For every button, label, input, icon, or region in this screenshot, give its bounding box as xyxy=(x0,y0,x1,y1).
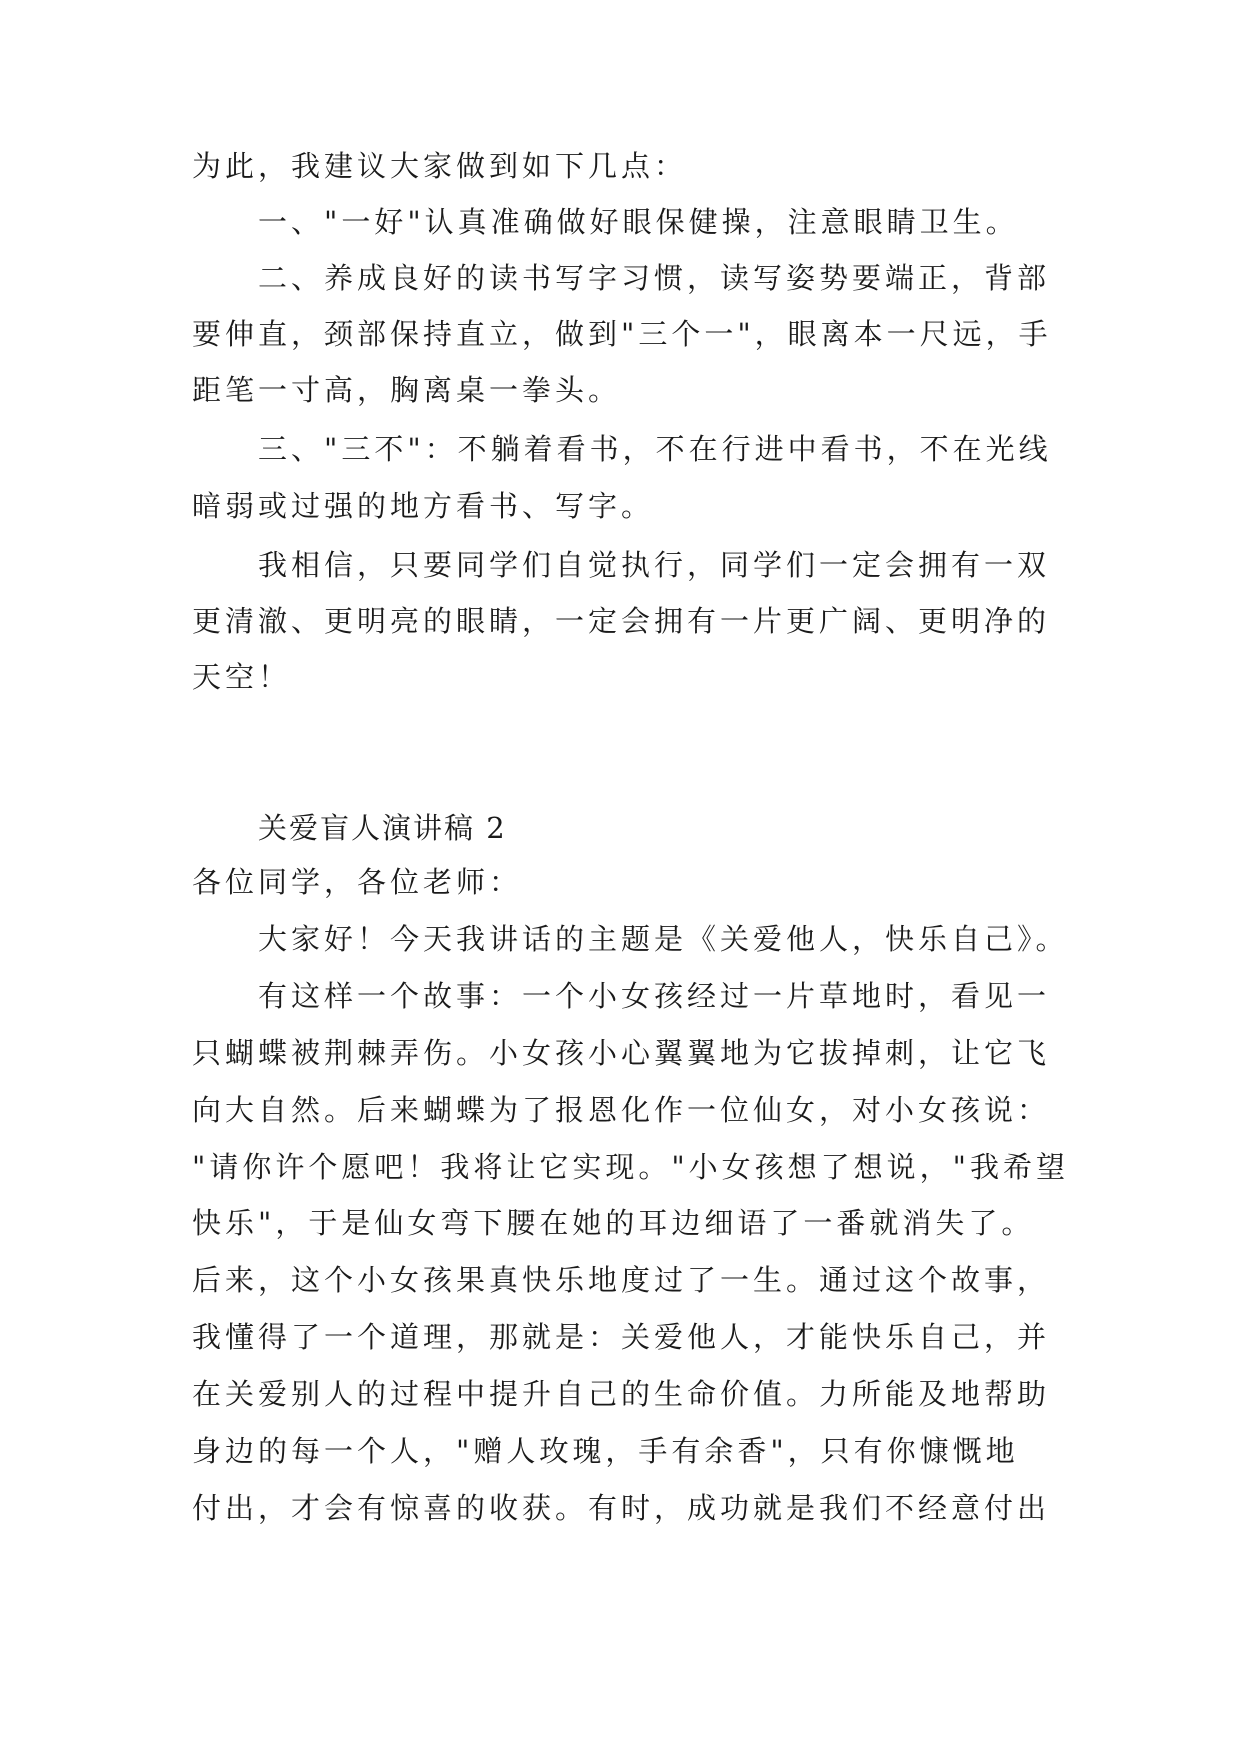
paragraph-line: 只蝴蝶被荆棘弄伤。小女孩小心翼翼地为它拔掉刺，让它飞 xyxy=(192,1036,1051,1070)
paragraph-line: 付出，才会有惊喜的收获。有时，成功就是我们不经意付出 xyxy=(192,1491,1051,1525)
paragraph-line: 后来，这个小女孩果真快乐地度过了一生。通过这个故事， xyxy=(192,1263,1051,1297)
paragraph-line: 快乐"，于是仙女弯下腰在她的耳边细语了一番就消失了。 xyxy=(192,1206,1035,1240)
paragraph-line: "请你许个愿吧！我将让它实现。"小女孩想了想说，"我希望 xyxy=(192,1150,1070,1184)
paragraph-line: 大家好！今天我讲话的主题是《关爱他人，快乐自己》。 xyxy=(258,922,1069,956)
paragraph-line: 天空！ xyxy=(192,660,292,694)
paragraph-line: 要伸直，颈部保持直立，做到"三个一"，眼离本一尺远，手 xyxy=(192,317,1052,351)
paragraph-line: 更清澈、更明亮的眼睛，一定会拥有一片更广阔、更明净的 xyxy=(192,604,1051,638)
paragraph-line: 距笔一寸高，胸离桌一拳头。 xyxy=(192,373,622,407)
paragraph-line: 有这样一个故事：一个小女孩经过一片草地时，看见一 xyxy=(258,979,1051,1013)
section-title: 关爱盲人演讲稿 2 xyxy=(258,811,507,845)
paragraph-line: 我懂得了一个道理，那就是：关爱他人，才能快乐自己，并 xyxy=(192,1320,1051,1354)
paragraph-line: 三、"三不"：不躺着看书，不在行进中看书，不在光线 xyxy=(258,432,1052,466)
paragraph-line: 一、"一好"认真准确做好眼保健操，注意眼睛卫生。 xyxy=(258,205,1019,239)
paragraph-line: 为此，我建议大家做到如下几点： xyxy=(192,149,688,183)
paragraph-line: 在关爱别人的过程中提升自己的生命价值。力所能及地帮助 xyxy=(192,1377,1051,1411)
paragraph-line: 暗弱或过强的地方看书、写字。 xyxy=(192,489,655,523)
paragraph-line: 向大自然。后来蝴蝶为了报恩化作一位仙女，对小女孩说： xyxy=(192,1093,1051,1127)
paragraph-line: 我相信，只要同学们自觉执行，同学们一定会拥有一双 xyxy=(258,548,1051,582)
paragraph-line: 身边的每一个人，"赠人玫瑰，手有余香"，只有你慷慨地 xyxy=(192,1434,1019,1468)
paragraph-line: 二、养成良好的读书写字习惯，读写姿势要端正，背部 xyxy=(258,261,1051,295)
salutation: 各位同学，各位老师： xyxy=(192,865,523,899)
